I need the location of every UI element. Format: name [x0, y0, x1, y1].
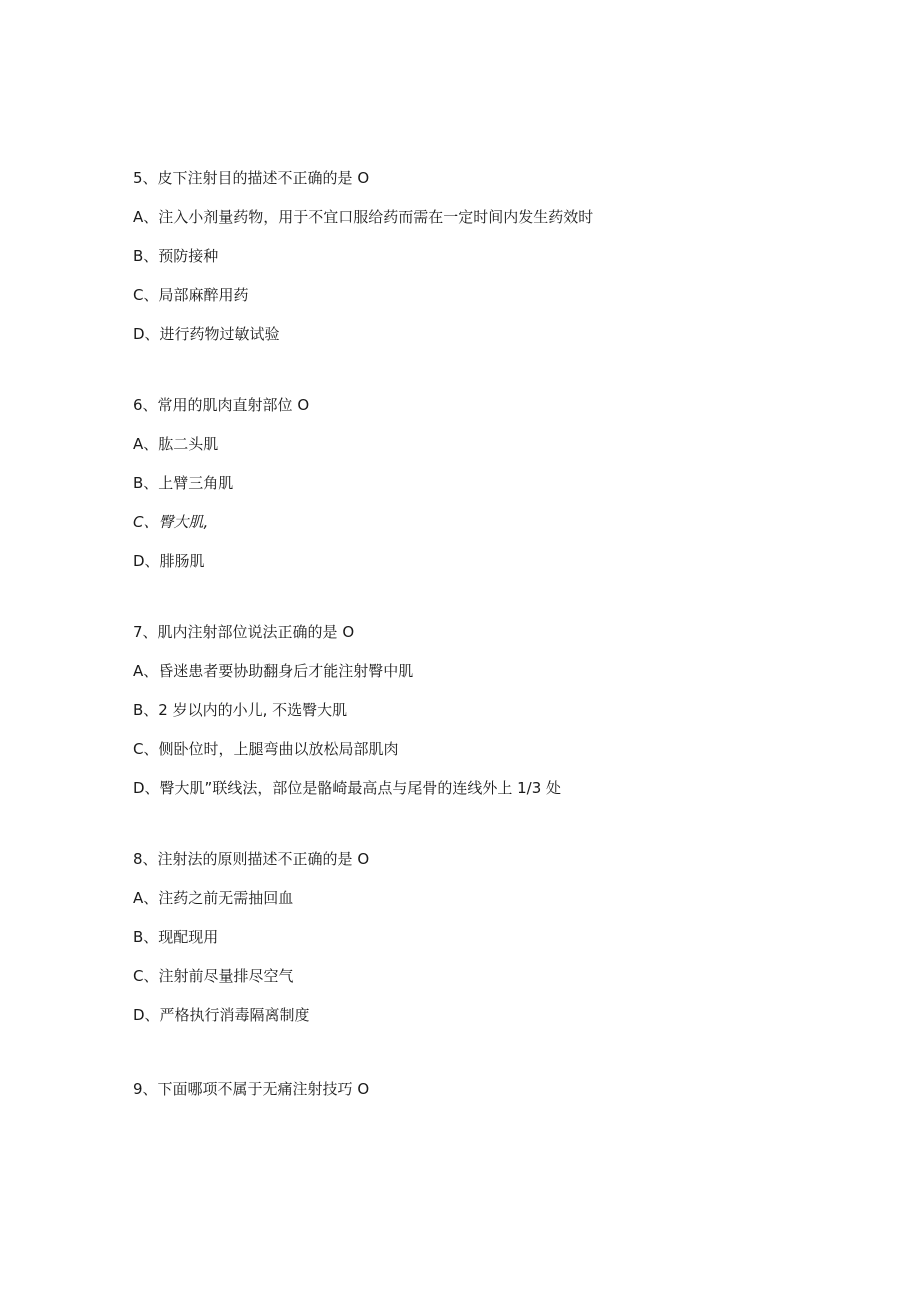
- question-9: [133, 1070, 833, 1109]
- option-d: D、进行药物过敏试验: [133, 325, 280, 343]
- option-b: B、2 岁以内的小儿, 不选臀大肌: [133, 701, 348, 719]
- question-5: [133, 159, 833, 354]
- question-6: [133, 386, 833, 581]
- question-7: [133, 613, 833, 808]
- option-b: B、预防接种: [133, 247, 219, 265]
- option-a: A、肱二头肌: [133, 435, 219, 453]
- question-stem: 9、下面哪项不属于无痛注射技巧 O: [133, 1080, 370, 1098]
- option-d: D、臀大肌”联线法，部位是骼崎最高点与尾骨的连线外上 1/3 处: [133, 779, 562, 797]
- question-stem: 6、常用的肌肉直射部位 O: [133, 396, 310, 414]
- option-c: C、臀大肌,: [133, 513, 209, 531]
- question-stem: 8、注射法的原则描述不正确的是 O: [133, 850, 370, 868]
- option-b: B、现配现用: [133, 928, 219, 946]
- question-stem: 5、皮下注射目的描述不正确的是 O: [133, 169, 370, 187]
- option-d: D、腓肠肌: [133, 552, 205, 570]
- option-b: B、上臂三角肌: [133, 474, 234, 492]
- option-a: A、昏迷患者要协助翻身后才能注射臀中肌: [133, 662, 414, 680]
- question-8: [133, 840, 833, 1035]
- option-c: C、局部麻醉用药: [133, 286, 249, 304]
- question-stem: 7、肌内注射部位说法正确的是 O: [133, 623, 355, 641]
- option-c: C、注射前尽量排尽空气: [133, 967, 294, 985]
- option-a: A、注药之前无需抽回血: [133, 889, 294, 907]
- option-c: C、侧卧位时，上腿弯曲以放松局部肌肉: [133, 740, 399, 758]
- option-d: D、严格执行消毒隔离制度: [133, 1006, 310, 1024]
- option-a: A、注入小剂量药物，用于不宜口服给药而需在一定时间内发生药效时: [133, 208, 594, 226]
